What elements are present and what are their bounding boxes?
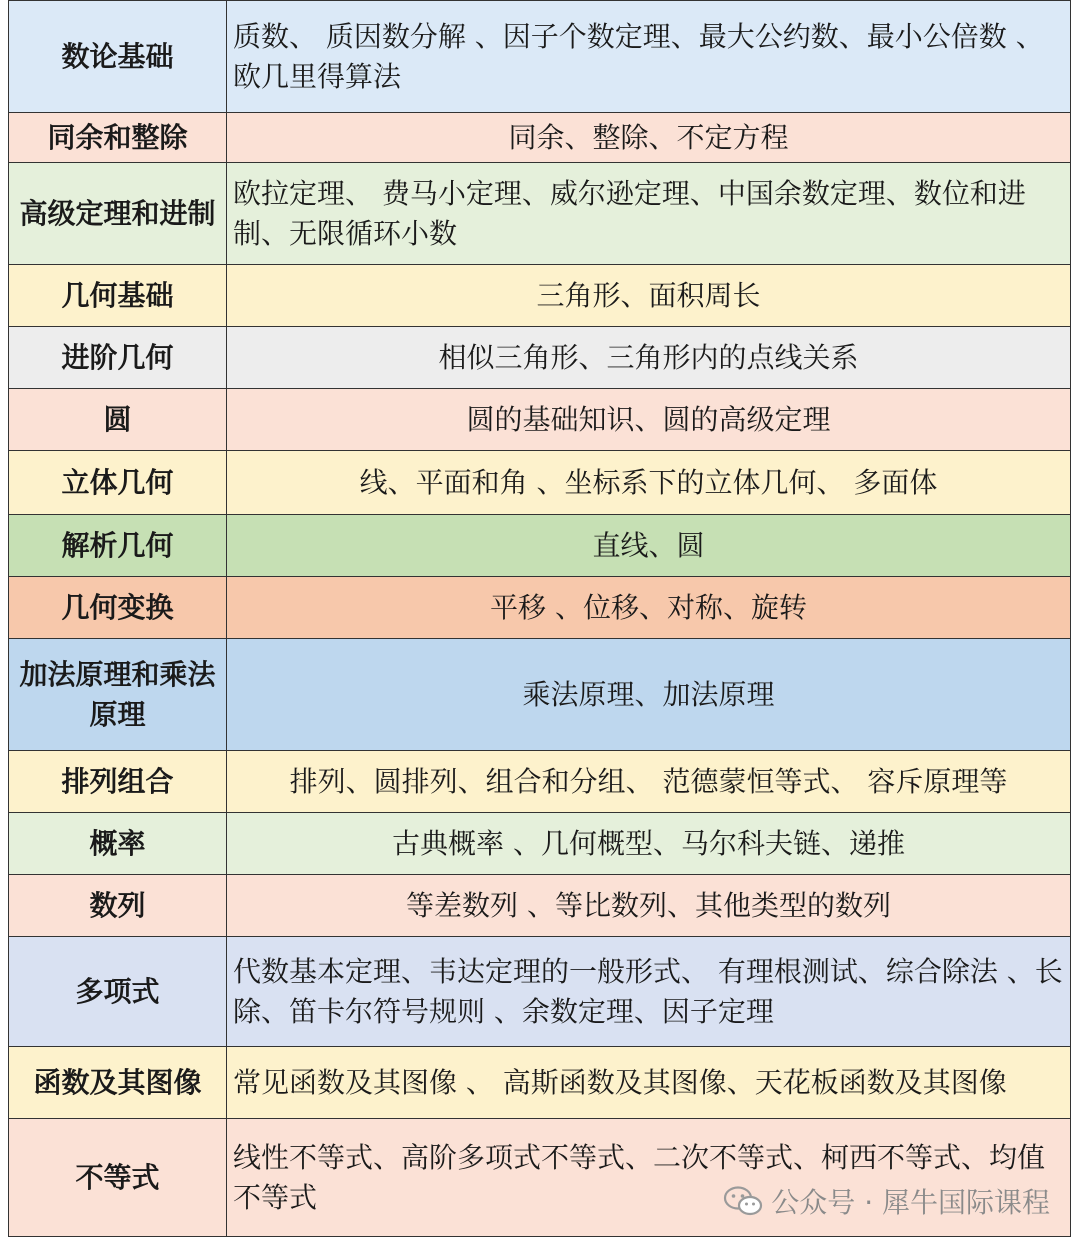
content-cell: 排列、圆排列、组合和分组、 范德蒙恒等式、 容斥原理等 (227, 751, 1071, 813)
table-row (9, 451, 1071, 515)
table-row (9, 163, 1071, 265)
content-cell: 平移 、位移、对称、旋转 (227, 577, 1071, 639)
content-cell: 圆的基础知识、圆的高级定理 (227, 389, 1071, 451)
content-cell: 线性不等式、高阶多项式不等式、二次不等式、柯西不等式、均值不等式 (227, 1119, 1071, 1237)
content-cell: 相似三角形、三角形内的点线关系 (227, 327, 1071, 389)
topic-cell: 概率 (9, 813, 227, 875)
topic-cell: 加法原理和乘法原理 (9, 639, 227, 751)
table-row (9, 577, 1071, 639)
content-cell: 等差数列 、等比数列、其他类型的数列 (227, 875, 1071, 937)
topic-cell: 数论基础 (9, 1, 227, 113)
topic-cell: 函数及其图像 (9, 1047, 227, 1119)
topic-cell: 数列 (9, 875, 227, 937)
topic-cell: 同余和整除 (9, 113, 227, 163)
topic-cell: 圆 (9, 389, 227, 451)
table-row (9, 937, 1071, 1047)
topic-cell: 排列组合 (9, 751, 227, 813)
table-row (9, 113, 1071, 163)
content-cell: 质数、 质因数分解 、因子个数定理、最大公约数、最小公倍数 、欧几里得算法 (227, 1, 1071, 113)
content-cell: 常见函数及其图像 、 高斯函数及其图像、天花板函数及其图像 (227, 1047, 1071, 1119)
topic-cell: 多项式 (9, 937, 227, 1047)
topic-cell: 立体几何 (9, 451, 227, 515)
table-row (9, 751, 1071, 813)
topic-cell: 解析几何 (9, 515, 227, 577)
table-row (9, 1, 1071, 113)
topic-cell: 不等式 (9, 1119, 227, 1237)
curriculum-table-body (9, 1, 1071, 1237)
table-row (9, 875, 1071, 937)
table-row (9, 515, 1071, 577)
content-cell: 三角形、面积周长 (227, 265, 1071, 327)
content-cell: 古典概率 、几何概型、马尔科夫链、递推 (227, 813, 1071, 875)
table-row (9, 639, 1071, 751)
content-cell: 乘法原理、加法原理 (227, 639, 1071, 751)
content-cell: 直线、圆 (227, 515, 1071, 577)
table-row (9, 265, 1071, 327)
content-cell: 同余、整除、不定方程 (227, 113, 1071, 163)
content-cell: 线、平面和角 、坐标系下的立体几何、 多面体 (227, 451, 1071, 515)
table-row (9, 1047, 1071, 1119)
topic-cell: 几何变换 (9, 577, 227, 639)
table-row (9, 813, 1071, 875)
watermark-text: 公众号 · 犀牛国际课程 (771, 1186, 1050, 1219)
table-row (9, 389, 1071, 451)
content-cell: 代数基本定理、韦达定理的一般形式、 有理根测试、综合除法 、长除、笛卡尔符号规则 、余数定理、因子定理 (227, 937, 1071, 1047)
topic-cell: 高级定理和进制 (9, 163, 227, 265)
table-row (9, 327, 1071, 389)
topic-cell: 几何基础 (9, 265, 227, 327)
topic-cell: 进阶几何 (9, 327, 227, 389)
curriculum-table (8, 0, 1071, 1237)
watermark (723, 1181, 1050, 1221)
curriculum-table-container (8, 0, 1070, 1237)
wechat-icon (723, 1186, 763, 1216)
content-cell: 欧拉定理、 费马小定理、威尔逊定理、中国余数定理、数位和进制、无限循环小数 (227, 163, 1071, 265)
